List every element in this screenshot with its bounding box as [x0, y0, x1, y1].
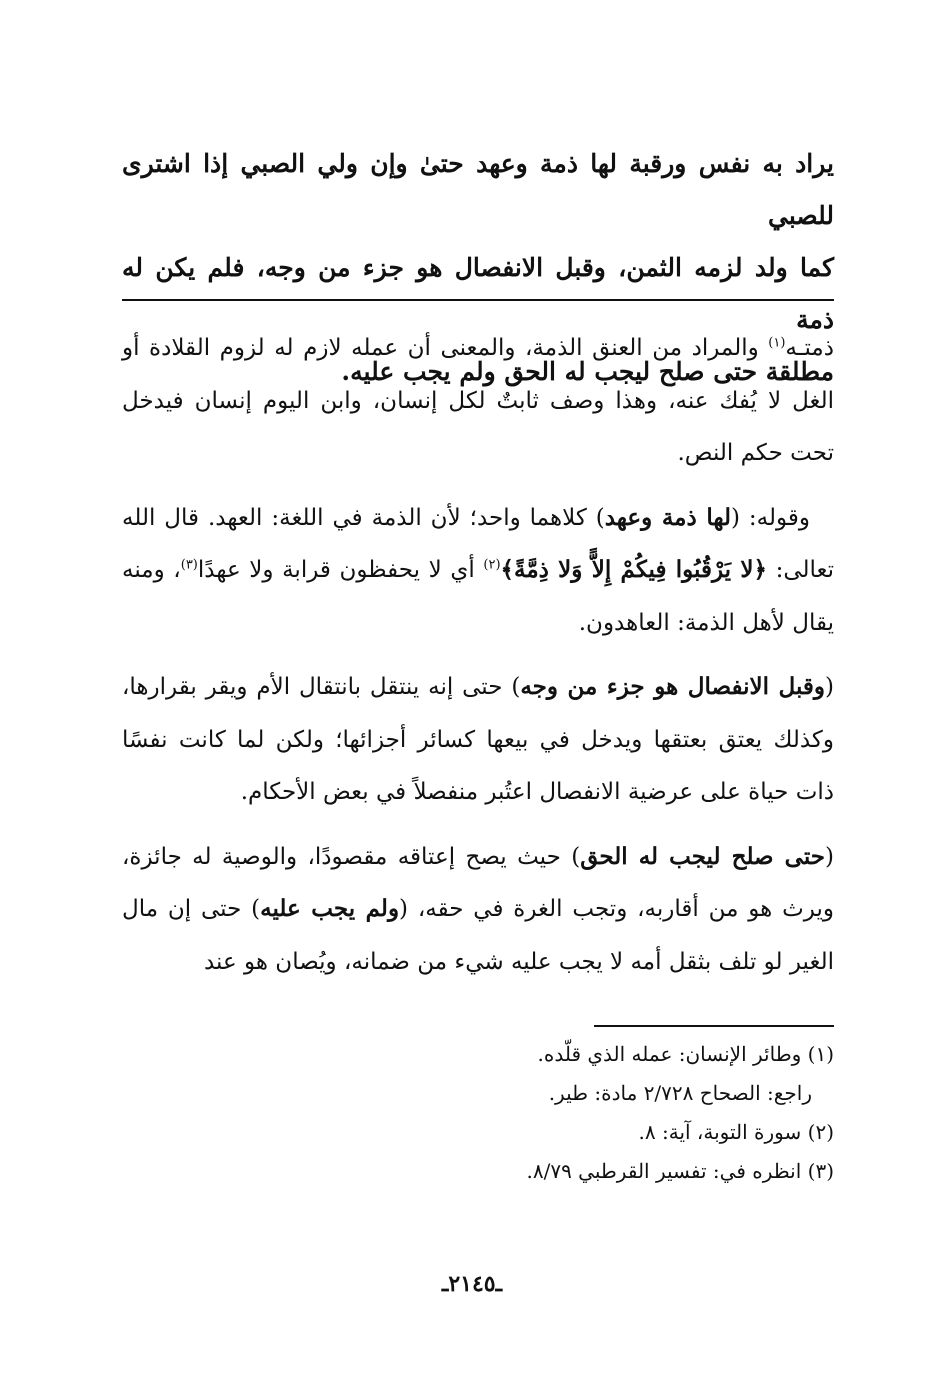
matn-line: مطلقة حتى صلح ليجب له الحق ولم يجب عليه.	[341, 357, 834, 386]
commentary	[122, 322, 834, 1000]
footnote-ref[interactable]: (٣)	[180, 557, 198, 573]
footnotes	[300, 1035, 834, 1191]
quran-verse: ﴿لا يَرْقُبُوا فِيكُمْ إِلاًّ وَلا ذِمَّةً﴾	[500, 556, 767, 583]
quoted-phrase: ولم يجب عليه	[260, 895, 400, 922]
matn-line: يراد به نفس ورقبة لها ذمة وعهد حتىٰ وإن ولي الصبي إذا اشترى للصبي	[122, 149, 834, 230]
commentary-paragraph: (وقبل الانفصال هو جزء من وجه) حتى إنه ينتقل بانتقال الأم ويقر بقرارها، وكذلك يعتق بعتقها ويدخل في بيعها كسائر أجزائها؛ ولكن لما كانت نفسًا ذات حياة على عرضية الانفصال اعتُبر منفصلاً في بعض الأحكام.	[122, 673, 834, 805]
commentary-paragraph: (حتى صلح ليجب له الحق) حيث يصح إعتاقه مقصودًا، والوصية له جائزة، ويرث هو من أقاربه، وتجب الغرة في حقه، (ولم يجب عليه) حتى إن مال الغير لو تلف بثقل أمه لا يجب عليه شيء من ضمانه، ويُصان هو عند	[122, 842, 834, 975]
footnote-rule	[594, 1025, 834, 1027]
matn-line: كما ولد لزمه الثمن، وقبل الانفصال هو جزء من وجه، فلم يكن له ذمة	[122, 253, 834, 334]
footnote: (١) وطائر الإنسان: عمله الذي قلّده.	[537, 1042, 834, 1066]
footnote: (٣) انظره في: تفسير القرطبي ٨/٧٩.	[526, 1159, 834, 1183]
footnote-ref[interactable]: (١)	[768, 335, 786, 351]
quoted-phrase: حتى صلح ليجب له الحق	[580, 842, 825, 870]
commentary-paragraph: وقوله: (لها ذمة وعهد) كلاهما واحد؛ لأن الذمة في اللغة: العهد. قال الله تعالى: ﴿لا يَرْقُبُوا فِيكُمْ إِلاًّ وَلا ذِمَّةً﴾$^{(٢)}$ أي لا يحفظون قرابة ولا عهدًا$^{(٣)}$، ومنه يقال لأهل الذمة: العاهدون.	[122, 503, 835, 636]
page-number: ـ٢١٤٥ـ	[441, 1271, 503, 1297]
quoted-phrase: وقبل الانفصال هو جزء من وجه	[520, 673, 826, 700]
quoted-phrase: لها ذمة وعهد	[604, 503, 732, 531]
footnote: (٢) سورة التوبة، آية: ٨.	[638, 1120, 834, 1144]
footnote: راجع: الصحاح ٢/٧٢٨ مادة: طير.	[548, 1081, 812, 1105]
commentary-paragraph: ذمتـه$^{(١)}$ والمراد من العنق الذمة، والمعنى أن عمله لازم له لزوم القلادة أو الغل لا يُفك عنه، وهذا وصف ثابتٌ لكل إنسان، وابن اليوم إنسان فيدخل تحت حكم النص.	[122, 335, 834, 466]
separator-rule	[122, 299, 834, 301]
footnote-ref[interactable]: (٢)	[483, 557, 501, 573]
